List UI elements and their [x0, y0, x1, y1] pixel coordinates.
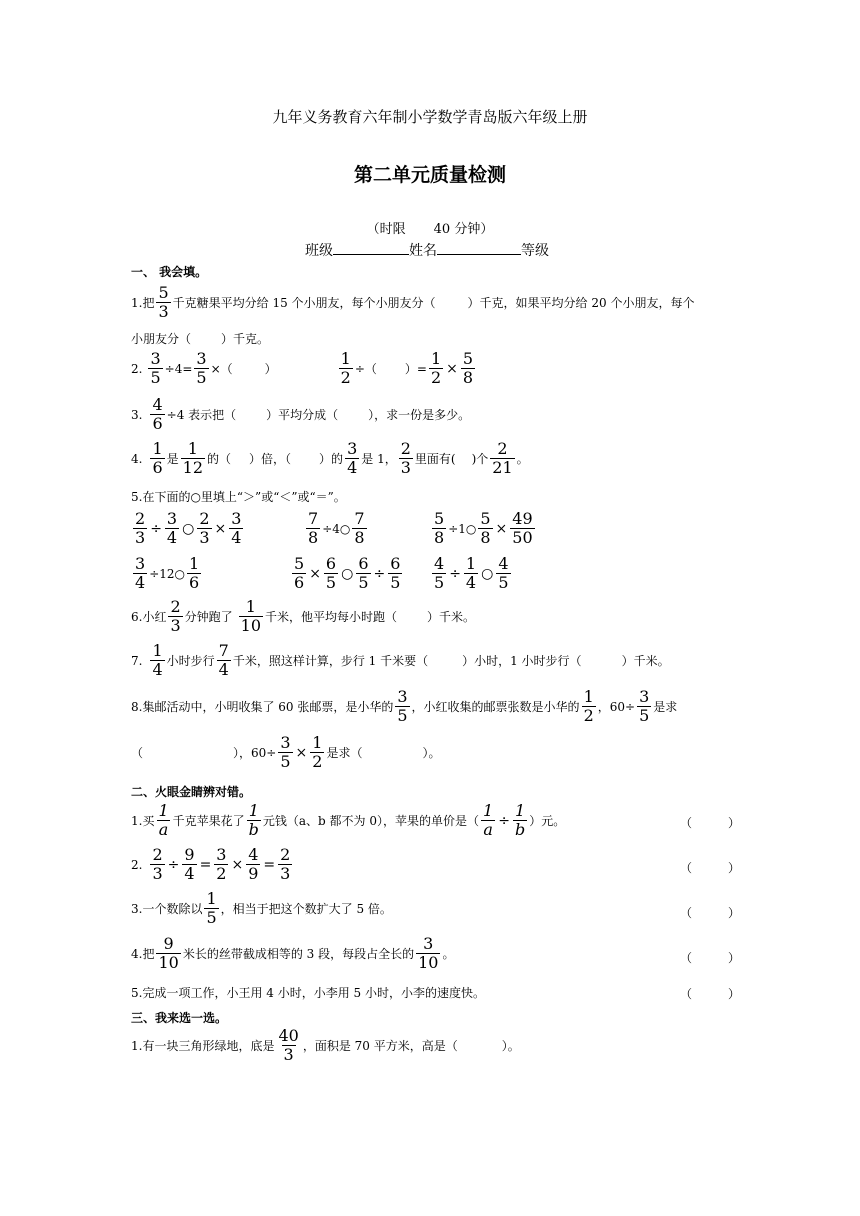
question-text: )个: [471, 451, 489, 466]
fraction: [165, 510, 179, 547]
question-text: ）千米。: [621, 653, 670, 668]
math-operator: ○: [182, 520, 195, 537]
fraction-numerator: 2: [170, 597, 181, 616]
name-label: 姓名: [409, 243, 437, 259]
question-text: 千米，他平均每小时跑（: [265, 609, 398, 624]
question-text: 1.有一块三角形绿地，底是: [131, 1038, 275, 1053]
question-text: 。: [442, 946, 455, 961]
fraction-numerator: 7: [354, 509, 365, 528]
q2-5: [131, 985, 485, 1001]
fraction-numerator: 2: [199, 509, 210, 528]
fraction: [194, 350, 208, 387]
fraction-numerator: 9: [163, 934, 174, 953]
question-text: ÷4=: [164, 361, 193, 376]
math-operator: ×: [214, 520, 227, 537]
fraction-denominator: 5: [639, 706, 650, 725]
fraction: [187, 555, 201, 592]
fraction: [582, 688, 596, 725]
class-label: 班级: [305, 243, 333, 259]
fraction-numerator: 3: [166, 509, 178, 528]
fraction-numerator: 1: [206, 889, 217, 908]
fraction-denominator: 6: [152, 458, 163, 477]
fraction: [478, 510, 492, 547]
math-operator: ○: [481, 565, 494, 582]
q1-1-text-b: 千克糖果平均分给 15 个小朋友，每个小朋友分（: [172, 295, 436, 310]
q2-1: [131, 802, 565, 839]
q1-1-cont: [131, 331, 269, 347]
question-text: 4.把: [131, 946, 155, 961]
fraction-denominator: a: [483, 820, 493, 839]
question-text: ）平均分成（: [266, 407, 339, 422]
fraction-numerator: 3: [135, 554, 146, 573]
fraction-numerator: 1: [245, 597, 256, 616]
fraction: [150, 440, 164, 477]
question-text: 3.: [131, 407, 143, 422]
q1-5-row2-c: [430, 555, 513, 592]
fraction-denominator: 50: [512, 528, 533, 547]
q1-4: [131, 440, 529, 477]
question-text: 米长的丝带截成相等的 3 段，每段占全长的: [182, 946, 415, 961]
fraction-denominator: 6: [152, 414, 163, 433]
q1-2: [131, 350, 477, 387]
q1-2-num: 2.: [131, 361, 143, 376]
section-1-heading: 一、 我会填。: [131, 265, 208, 279]
question-text: ）小时，1 小时步行（: [462, 653, 582, 668]
fraction: [150, 642, 164, 679]
fraction: [306, 510, 320, 547]
question-text: ÷1○: [448, 521, 477, 536]
q1-1-text-d: 小朋友分（: [131, 332, 192, 346]
fraction-denominator: a: [158, 820, 169, 839]
question-text: ）倍，（: [249, 451, 292, 466]
question-text: ，60÷: [597, 699, 636, 714]
question-text: 7.: [131, 653, 143, 668]
fraction: [324, 555, 338, 592]
question-text: 的（: [207, 451, 232, 466]
fraction: [278, 846, 292, 883]
fraction: [182, 846, 196, 883]
fraction-denominator: 5: [434, 573, 445, 592]
q2-4: [131, 935, 454, 972]
math-operator: ×: [231, 856, 244, 873]
question-text: ）=: [404, 361, 427, 376]
page-subtitle: 九年义务教育六年制小学数学青岛版六年级上册: [272, 108, 588, 126]
judge-paren-5[interactable]: （ ）: [680, 987, 741, 1001]
question-text: ）。: [422, 745, 441, 760]
fraction-numerator: 1: [514, 801, 526, 820]
q1-1-text-e: ）千克。: [221, 332, 270, 346]
fraction-numerator: 2: [497, 439, 508, 458]
fraction-numerator: 1: [152, 641, 163, 660]
q1-6: [131, 598, 475, 635]
question-text: ）的: [319, 451, 344, 466]
question-text: ）元。: [529, 813, 566, 828]
question-text: （: [131, 745, 144, 760]
fraction-numerator: 3: [347, 439, 358, 458]
math-operator: ×: [446, 360, 458, 377]
fraction: [278, 734, 292, 771]
fraction-denominator: 8: [308, 528, 319, 547]
fraction-numerator: 5: [462, 349, 474, 368]
fraction-numerator: 2: [400, 439, 411, 458]
question-text: ），求一份是多少。: [368, 407, 471, 422]
fraction: [133, 510, 147, 547]
q1-7: [131, 642, 670, 679]
fraction-numerator: 2: [135, 509, 146, 528]
question-text: 4.: [131, 451, 143, 466]
fraction-numerator: 1: [430, 349, 442, 368]
time-limit-value: 40 分钟）: [433, 222, 494, 237]
fraction-denominator: 2: [216, 864, 227, 883]
fraction-denominator: 8: [434, 528, 445, 547]
fraction-numerator: 3: [280, 733, 291, 752]
question-text: ）: [264, 361, 277, 376]
fraction-denominator: 10: [158, 953, 179, 972]
fraction-denominator: 2: [430, 368, 442, 387]
fraction-numerator: 3: [423, 934, 434, 953]
math-operator: ×: [309, 565, 321, 582]
fraction: [510, 510, 534, 547]
question-text: ÷4 表示把（: [166, 407, 237, 422]
fraction-denominator: 5: [280, 752, 291, 771]
fraction: [168, 598, 182, 635]
fraction-denominator: 21: [492, 458, 513, 477]
fraction-denominator: 3: [170, 616, 181, 635]
q1-5-row1-b: [304, 510, 369, 547]
fraction-numerator: 1: [583, 687, 594, 706]
question-text: 6.小红: [131, 609, 167, 624]
fraction: [432, 555, 446, 592]
q1-5-row1-c: [430, 510, 537, 547]
question-text: 5.完成一项工作，小王用 4 小时，小李用 5 小时，小李的速度快。: [131, 986, 485, 1000]
fraction-denominator: 4: [218, 660, 229, 679]
fraction: [150, 396, 164, 433]
fraction-numerator: 1: [188, 554, 200, 573]
question-text: ，小红收集的邮票张数是小华的: [411, 699, 580, 714]
fraction: [197, 510, 211, 547]
fraction-denominator: 8: [462, 368, 474, 387]
fraction: [214, 846, 228, 883]
fraction-denominator: 4: [347, 458, 358, 477]
fraction-numerator: 6: [390, 554, 401, 573]
fraction: [464, 555, 478, 592]
fraction: [156, 935, 180, 972]
judge-paren-2[interactable]: （ ）: [680, 861, 741, 875]
fraction-numerator: 1: [340, 349, 351, 368]
fraction-denominator: 5: [206, 908, 217, 927]
fraction-denominator: 3: [158, 302, 169, 321]
fraction: [395, 688, 409, 725]
math-operator: ÷: [498, 812, 510, 829]
fraction-numerator: 1: [312, 733, 323, 752]
q1-8: [131, 688, 677, 725]
q1-1-text-a: 1.把: [131, 295, 155, 310]
section-3-heading: 三、我来选一选。: [131, 1011, 228, 1025]
fraction: [339, 350, 353, 387]
fraction-numerator: 5: [480, 509, 491, 528]
fraction: [432, 510, 446, 547]
fraction-numerator: 1: [152, 439, 163, 458]
fraction-denominator: 10: [418, 953, 439, 972]
fraction: [416, 935, 440, 972]
question-text: 是求: [653, 699, 678, 714]
fraction: [246, 846, 260, 883]
q2-3: [131, 890, 392, 927]
fraction-denominator: 6: [294, 573, 305, 592]
math-operator: ÷: [150, 520, 162, 537]
fraction-numerator: 2: [280, 845, 291, 864]
fraction-numerator: 49: [512, 509, 533, 528]
fraction-numerator: 9: [184, 845, 195, 864]
fraction: [239, 598, 263, 635]
question-text: 3.一个数除以: [131, 901, 203, 916]
math-operator: ×: [495, 520, 508, 537]
fraction-denominator: 8: [480, 528, 491, 547]
fraction-denominator: 2: [312, 752, 323, 771]
fraction-numerator: 1: [248, 801, 259, 820]
question-text: ，相当于把这个数扩大了 5 倍。: [220, 901, 392, 916]
fraction: [156, 802, 170, 839]
fraction-numerator: 3: [150, 349, 161, 368]
math-operator: ÷: [373, 565, 386, 582]
fraction: [310, 734, 324, 771]
fraction-denominator: 5: [397, 706, 408, 725]
fraction-5-3: [156, 284, 170, 321]
fraction-denominator: 5: [150, 368, 161, 387]
student-info-line: [305, 240, 549, 260]
fraction: [481, 802, 495, 839]
time-limit: [0, 218, 860, 237]
question-text: 小时步行: [166, 653, 215, 668]
fraction-numerator: 5: [158, 283, 169, 302]
fraction: [148, 350, 162, 387]
fraction: [345, 440, 359, 477]
fraction: [356, 555, 370, 592]
fraction-denominator: 5: [196, 368, 207, 387]
name-field[interactable]: [437, 242, 521, 255]
q1-1-text-c: ）千克，如果平均分给 20 个小朋友，每个: [467, 295, 695, 310]
fraction-denominator: 4: [231, 528, 242, 547]
q3-1: [131, 1027, 520, 1064]
question-text: ，面积是 70 平方米，高是（: [302, 1038, 458, 1053]
q1-5-row2-a: [131, 555, 203, 592]
fraction-denominator: 5: [390, 573, 401, 592]
section-2-heading: 二、火眼金睛辨对错。: [131, 785, 252, 799]
fraction-denominator: 3: [280, 864, 291, 883]
fraction: [496, 555, 510, 592]
fraction-numerator: 5: [434, 509, 445, 528]
fraction: [181, 440, 205, 477]
question-text: 8.集邮活动中，小明收集了 60 张邮票，是小华的: [131, 699, 394, 714]
fraction-denominator: 5: [325, 573, 337, 592]
fraction-denominator: 3: [152, 864, 163, 883]
fraction-numerator: 3: [196, 349, 207, 368]
question-text: 千克苹果花了: [172, 813, 245, 828]
fraction-denominator: 4: [135, 573, 146, 592]
question-text: 是 1，: [361, 451, 397, 466]
math-operator: ÷: [449, 565, 461, 582]
fraction-denominator: 8: [354, 528, 365, 547]
math-operator: ×: [295, 744, 308, 761]
q1-5-row1-a: [131, 510, 245, 547]
fraction: [637, 688, 651, 725]
question-text: 1.买: [131, 813, 155, 828]
fraction-numerator: 1: [465, 554, 477, 573]
fraction-denominator: 4: [152, 660, 163, 679]
fraction-denominator: 4: [166, 528, 178, 547]
question-text: 分钟跑了: [184, 609, 233, 624]
fraction-numerator: 3: [639, 687, 650, 706]
question-text: 2.: [131, 857, 143, 872]
fraction-denominator: 5: [358, 573, 369, 592]
q2-2: [131, 846, 294, 883]
question-text: 元钱（a、b 都不为 0），苹果的单价是（: [262, 813, 480, 828]
question-text: 是: [166, 451, 179, 466]
fraction-numerator: 3: [231, 509, 242, 528]
fraction-numerator: 2: [152, 845, 163, 864]
fraction-numerator: 3: [397, 687, 408, 706]
fraction: [204, 890, 218, 927]
fraction-denominator: 4: [184, 864, 195, 883]
question-text: ）千米。: [427, 609, 476, 624]
math-operator: =: [263, 856, 276, 873]
question-text: ×（: [210, 361, 233, 376]
fraction: [276, 1027, 300, 1064]
fraction-numerator: 1: [187, 439, 198, 458]
judge-paren-3[interactable]: （ ）: [680, 906, 741, 920]
q1-5-row2-b: [290, 555, 404, 592]
fraction-numerator: 7: [218, 641, 229, 660]
fraction-denominator: 6: [188, 573, 200, 592]
fraction-denominator: 3: [135, 528, 146, 547]
math-operator: ○: [341, 565, 354, 582]
fraction-denominator: b: [514, 820, 526, 839]
fraction: [490, 440, 514, 477]
fraction: [352, 510, 366, 547]
question-text: ）。: [501, 1038, 520, 1053]
question-text: ），60÷: [233, 745, 277, 760]
fraction: [133, 555, 147, 592]
fraction-numerator: 1: [483, 801, 494, 820]
fraction: [292, 555, 306, 592]
fraction: [217, 642, 231, 679]
judge-paren-1[interactable]: （ ）: [680, 816, 741, 830]
question-text: ÷（: [354, 361, 377, 376]
fraction-numerator: 3: [216, 845, 227, 864]
fraction: [150, 846, 164, 883]
question-text: 里面有(: [414, 451, 456, 466]
grade-label: 等级: [521, 243, 549, 259]
fraction-denominator: 4: [465, 573, 477, 592]
class-field[interactable]: [333, 242, 409, 255]
fraction: [399, 440, 413, 477]
fraction: [229, 510, 243, 547]
fraction-denominator: 3: [199, 528, 210, 547]
fraction-numerator: 1: [158, 801, 169, 820]
fraction: [429, 350, 443, 387]
fraction-numerator: 7: [308, 509, 319, 528]
fraction-numerator: 6: [325, 554, 337, 573]
fraction-numerator: 4: [152, 395, 163, 414]
fraction-denominator: 3: [283, 1045, 294, 1064]
fraction-denominator: 9: [248, 864, 259, 883]
fraction-numerator: 4: [434, 554, 445, 573]
fraction: [247, 802, 261, 839]
question-text: 千米，照这样计算，步行 1 千米要（: [232, 653, 429, 668]
fraction-denominator: b: [248, 820, 259, 839]
fraction: [388, 555, 402, 592]
q1-5-instruction: 5.在下面的○里填上“＞”或“＜”或“＝”。: [131, 490, 346, 504]
fraction-denominator: 2: [340, 368, 351, 387]
q1-1: [131, 284, 694, 321]
math-operator: ÷: [167, 856, 180, 873]
question-text: 。: [516, 451, 529, 466]
fraction-denominator: 3: [400, 458, 411, 477]
q1-3: [131, 396, 470, 433]
fraction-numerator: 4: [498, 554, 509, 573]
page-title: 第二单元质量检测: [353, 164, 506, 186]
question-text: ÷12○: [149, 566, 185, 581]
question-text: 是求（: [326, 745, 363, 760]
q1-8-cont: [131, 734, 440, 771]
fraction-numerator: 6: [358, 554, 369, 573]
fraction-numerator: 4: [248, 845, 259, 864]
fraction-numerator: 40: [278, 1026, 299, 1045]
fraction: [513, 802, 527, 839]
fraction: [461, 350, 475, 387]
fraction-numerator: 5: [294, 554, 305, 573]
fraction-denominator: 10: [240, 616, 262, 635]
fraction-denominator: 5: [498, 573, 509, 592]
judge-paren-4[interactable]: （ ）: [680, 951, 741, 965]
math-operator: =: [199, 856, 212, 873]
fraction-denominator: 12: [182, 458, 204, 477]
fraction-denominator: 2: [583, 706, 594, 725]
question-text: ÷4○: [322, 521, 351, 536]
time-limit-label: （时限: [366, 222, 406, 237]
